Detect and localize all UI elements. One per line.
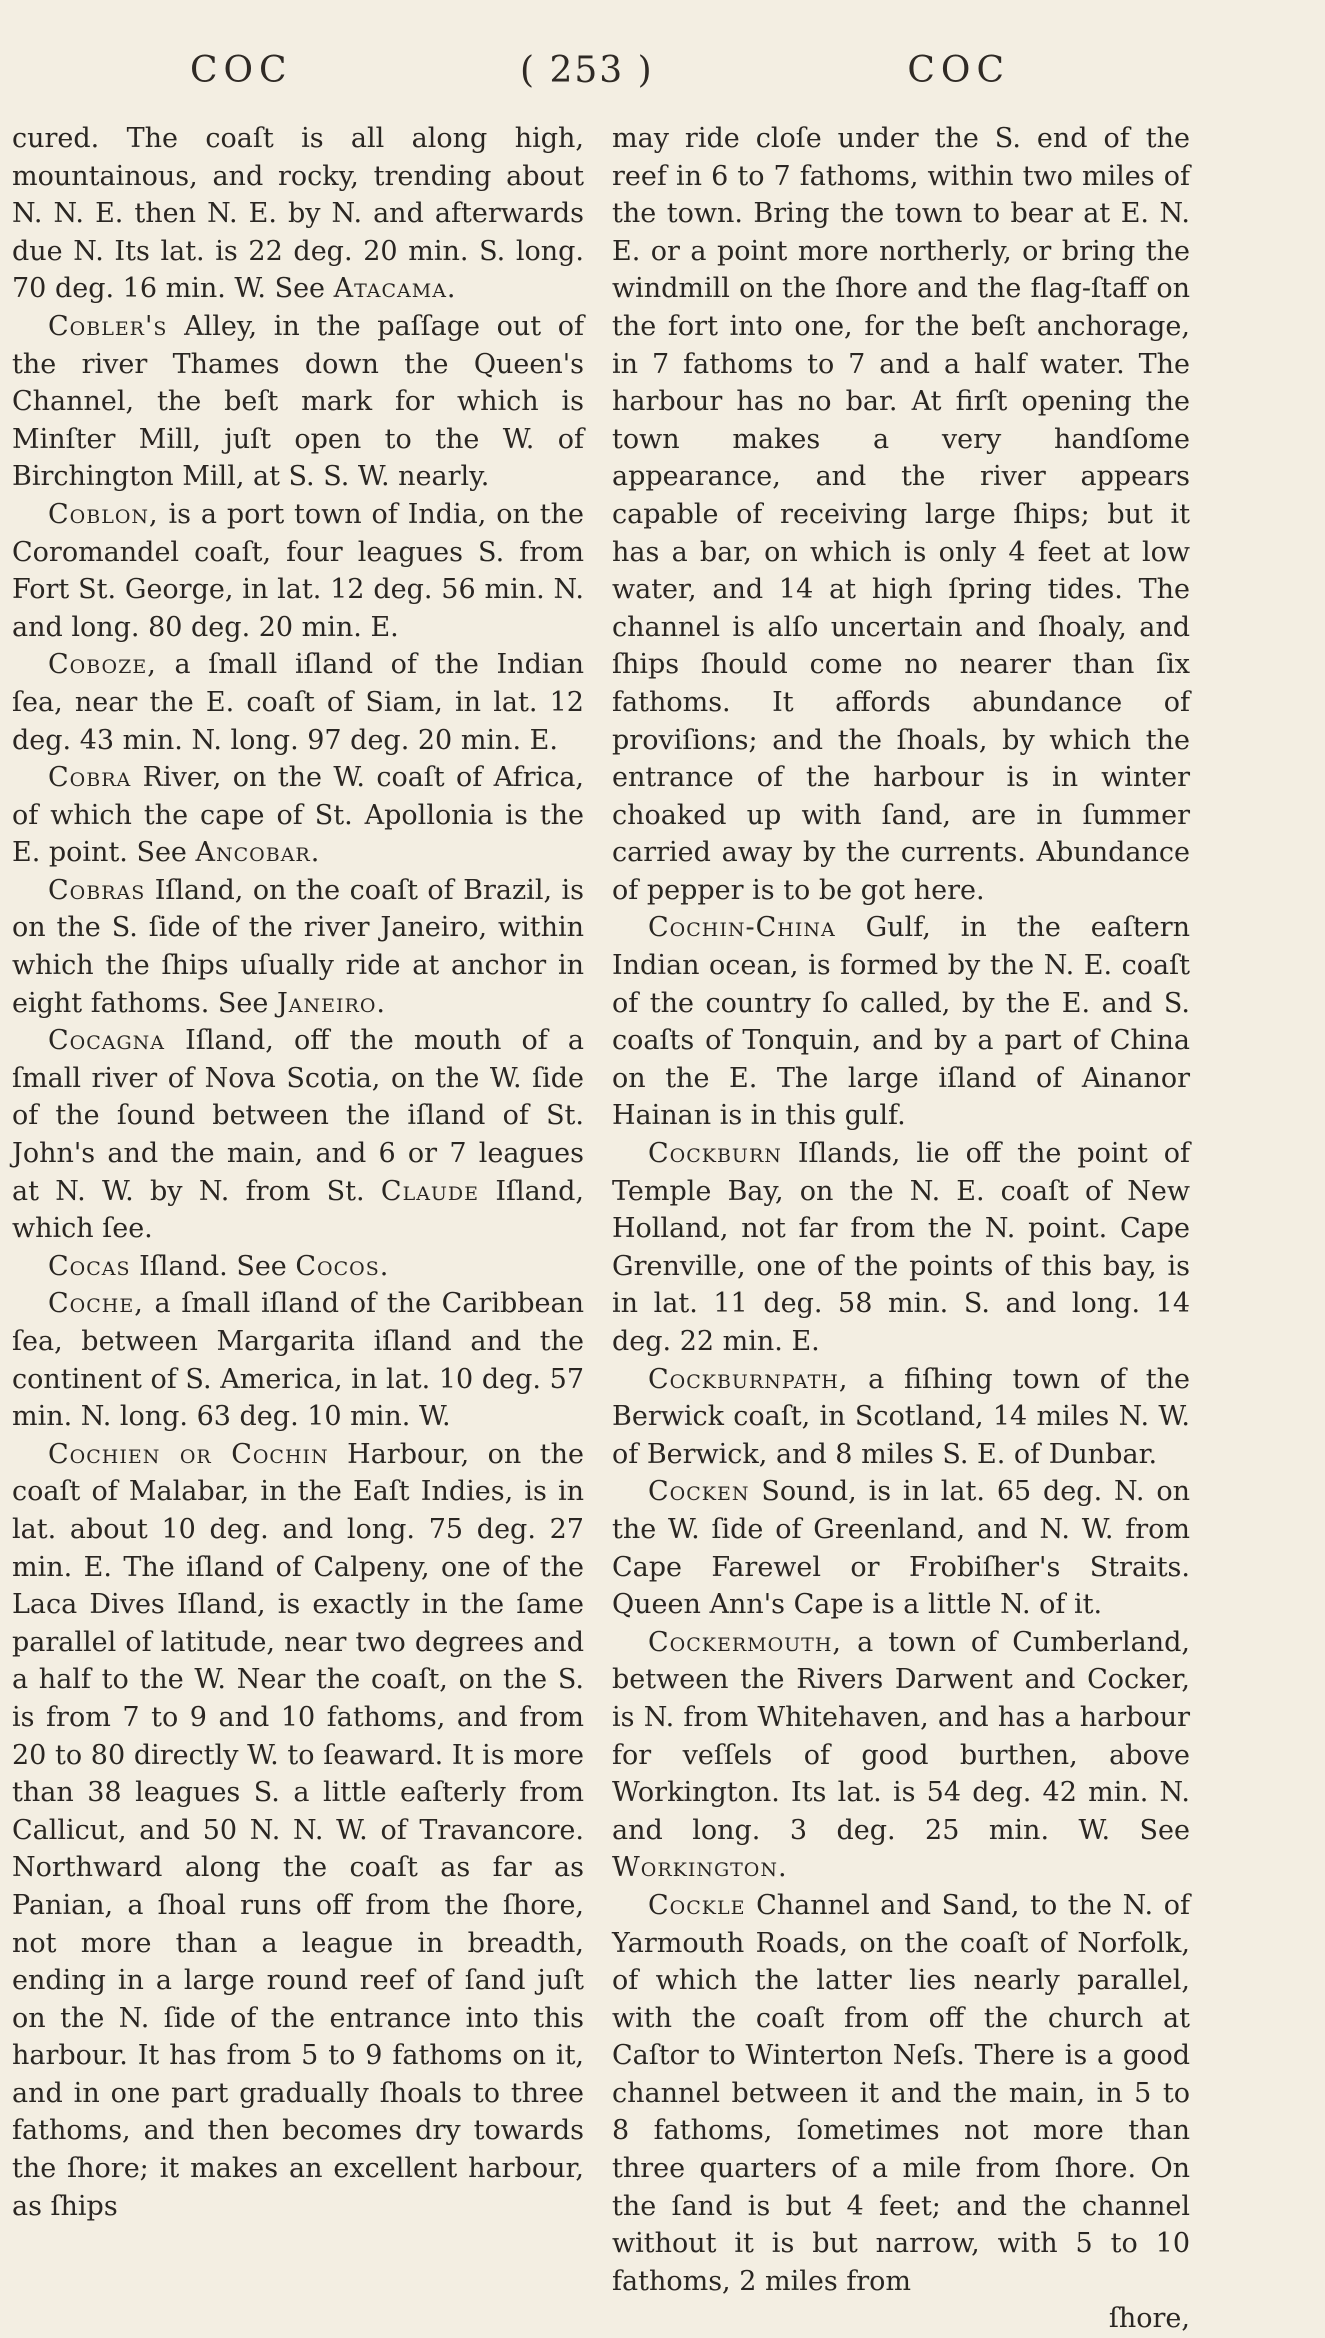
entry-text: River, on the W. coaſt of Africa, of which the cape of St. Apollonia is the E. point. See xyxy=(12,762,584,869)
entry-text: Harbour, on the coaſt of Malabar, in the Eaſt Indies, is in lat. about 10 deg. and long. 75 deg. 27 min. E. The iſland of Calpeny, one of the Laca Dives Iſland, is exactly in the ſame parallel of latitude, near two degrees and a half to the W. Near the coaſt, on the S. is from 7 to 9 and 10 fathoms, and from 20 to 80 directly W. to ſeaward. It is more than 38 leagues S. a little eaſterly from Callicut, and 50 N. N. W. of Travancore. Northward along the coaſt as far as Panian, a ſhoal runs off from the ſhore, not more than a league in breadth, ending in a large round reef of ſand juſt on the N. ſide of the entrance into this harbour. It has from 5 to 9 fathoms on it, and in one part gradually ſhoals to three fathoms, and then becomes dry towards the ſhore; it makes an excellent harbour, as ſhips xyxy=(12,1438,584,2222)
entry-paragraph xyxy=(612,120,1190,909)
cross-reference: Claude xyxy=(380,1175,480,1207)
entry-text: a town of Cumberland, between the Rivers Darwent and Cocker, is N. from Whitehaven, and has a harbour for veſſels of good burthen, above Workington. Its lat. is 54 deg. 42 min. N. and long. 3 deg. 25 min. W. See xyxy=(612,1626,1190,1846)
catchword: ſhore, xyxy=(1108,2303,1190,2335)
entry-paragraph xyxy=(12,646,584,759)
entry-text: a ſmall iſland of the Indian ſea, near the E. coaſt of Siam, in lat. 12 deg. 43 min. N. long. 97 deg. 20 min. E. xyxy=(12,649,584,756)
entry-headword: Cockermouth, xyxy=(648,1626,843,1658)
entry-tail: . xyxy=(379,1250,389,1282)
entry-headword: Cockle xyxy=(648,1889,746,1921)
entry-paragraph xyxy=(612,1624,1190,1887)
entry-text: cured. The coaſt is all along high, mountainous, and rocky, trending about N. N. E. then N. E. by N. and afterwards due N. Its lat. is 22 deg. 20 min. S. long. 70 deg. 16 min. W. See xyxy=(12,123,584,305)
entry-paragraph xyxy=(12,1285,584,1435)
entry-tail: Iſland, which ſee. xyxy=(12,1175,585,1245)
entry-text: is a port town of India, on the Coromandel coaſt, four leagues S. from Fort St. George, in lat. 12 deg. 56 min. N. and long. 80 deg. 20 min. E. xyxy=(12,498,584,643)
entry-text: a ſmall iſland of the Caribbean ſea, between Margarita iſland and the continent of S. America, in lat. 10 deg. 57 min. N. long. 63 deg. 10 min. W. xyxy=(12,1288,584,1433)
entry-text: Iſlands, lie off the point of Temple Bay, on the N. E. coaſt of New Holland, not far from the N. point. Cape Grenville, one of the points of this bay, is in lat. 11 deg. 58 min. S. and long. 14 deg. 22 min. E. xyxy=(612,1138,1190,1357)
entry-paragraph xyxy=(12,308,584,496)
entry-tail: . xyxy=(376,987,385,1019)
header-left-keyword: COC xyxy=(190,50,293,91)
entry-headword: Cocas xyxy=(48,1250,131,1282)
entry-text: a fiſhing town of the Berwick coaſt, in Scotland, 14 miles N. W. of Berwick, and 8 miles S. E. of Dunbar. xyxy=(612,1363,1190,1470)
entry-tail: . xyxy=(310,837,320,869)
entry-headword: Cocken xyxy=(648,1476,750,1508)
entry-paragraph xyxy=(612,909,1190,1135)
entry-headword: Coche, xyxy=(48,1288,144,1320)
entry-text: Iſland. See xyxy=(130,1250,296,1282)
entry-paragraph xyxy=(12,1436,584,2225)
right-column xyxy=(612,120,1190,2338)
cross-reference: Janeiro xyxy=(276,987,377,1019)
entry-paragraph xyxy=(12,759,584,872)
entry-tail: . xyxy=(446,273,456,305)
header-right-keyword: COC xyxy=(907,50,1010,91)
entry-headword: Cochin-China xyxy=(648,912,836,944)
cross-reference: Ancobar xyxy=(195,837,311,869)
entry-paragraph xyxy=(612,1473,1190,1623)
entry-text: Channel and Sand, to the N. of Yarmouth Roads, on the coaſt of Norfolk, of which the latter lies nearly parallel, with the coaſt from off the church at Caſtor to Winterton Neſs. There is a good channel between it and the main, in 5 to 8 fathoms, ſometimes not more than three quarters of a mile from ſhore. On the ſand is but 4 feet; and the channel without it is but narrow, with 5 to 10 fathoms, 2 miles from xyxy=(612,1889,1190,2297)
entry-tail: . xyxy=(778,1852,787,1884)
entry-paragraph xyxy=(12,496,584,646)
entry-paragraph xyxy=(612,1887,1190,2301)
entry-headword: Cockburn xyxy=(648,1138,782,1170)
entry-headword: Coblon, xyxy=(48,498,159,530)
entry-text: Gulf, in the eaſtern Indian ocean, is formed by the N. E. coaſt of the country ſo called, by the E. and S. coaſts of Tonquin, and by a part of China on the E. The large iſland of Ainanor Hainan is in this gulf. xyxy=(612,912,1190,1132)
entry-paragraph xyxy=(12,872,584,1022)
entry-text: may ride cloſe under the S. end of the reef in 6 to 7 fathoms, within two miles of the town. Bring the town to bear at E. N. E. or a point more northerly, or bring the windmill on the ſhore and the flag-ſtaff on the fort into one, for the beſt anchorage, in 7 fathoms to 7 and a half water. The harbour has no bar. At firſt opening the town makes a very handſome appearance, and the river appears capable of receiving large ſhips; but it has a bar, on which is only 4 feet at low water, and 14 at high ſpring tides. The channel is alſo uncertain and ſhoaly, and ſhips ſhould come no nearer than ſix fathoms. It affords abundance of proviſions; and the ſhoals, by which the entrance of the harbour is in winter choaked up with ſand, are in ſummer carried away by the currents. Abundance of pepper is to be got here. xyxy=(612,123,1190,906)
running-header xyxy=(190,50,1010,110)
entry-headword: Cocagna xyxy=(48,1025,166,1057)
cross-reference: Workington xyxy=(612,1852,779,1884)
entry-text: Alley, in the paſſage out of the river Thames down the Queen's Channel, the beſt mark for which is Minſter Mill, juſt open to the W. of Birchington Mill, at S. S. W. nearly. xyxy=(12,310,584,493)
entry-headword: Coboze, xyxy=(48,649,157,681)
entry-text: Iſland, on the coaſt of Brazil, is on the S. ſide of the river Janeiro, within which the ſhips uſually ride at anchor in eight fathoms. See xyxy=(12,874,584,1019)
entry-headword: Cobra xyxy=(48,762,132,794)
left-column xyxy=(12,120,584,2225)
cross-reference: Cocos xyxy=(295,1250,380,1282)
entry-headword: Cochien or Cochin xyxy=(48,1438,329,1470)
entry-paragraph xyxy=(12,1248,584,1286)
page-number: ( 253 ) xyxy=(520,50,654,91)
entry-paragraph xyxy=(612,1361,1190,1474)
entry-text: Iſland, off the mouth of a ſmall river of Nova Scotia, on the W. ſide of the ſound between the iſland of St. John's and the main, and 6 or 7 leagues at N. W. by N. from St. xyxy=(12,1025,584,1207)
entry-paragraph xyxy=(12,1022,584,1248)
entry-headword: Cobras xyxy=(48,874,146,906)
entry-paragraph xyxy=(12,120,584,308)
entry-headword: Cobler's xyxy=(48,310,168,342)
entry-paragraph xyxy=(612,1135,1190,1361)
entry-headword: Cockburnpath, xyxy=(648,1363,849,1395)
cross-reference: Atacama xyxy=(333,273,447,305)
entry-text: Sound, is in lat. 65 deg. N. on the W. ſide of Greenland, and N. W. from Cape Farewel or Frobiſher's Straits. Queen Ann's Cape is a little N. of it. xyxy=(612,1476,1190,1621)
